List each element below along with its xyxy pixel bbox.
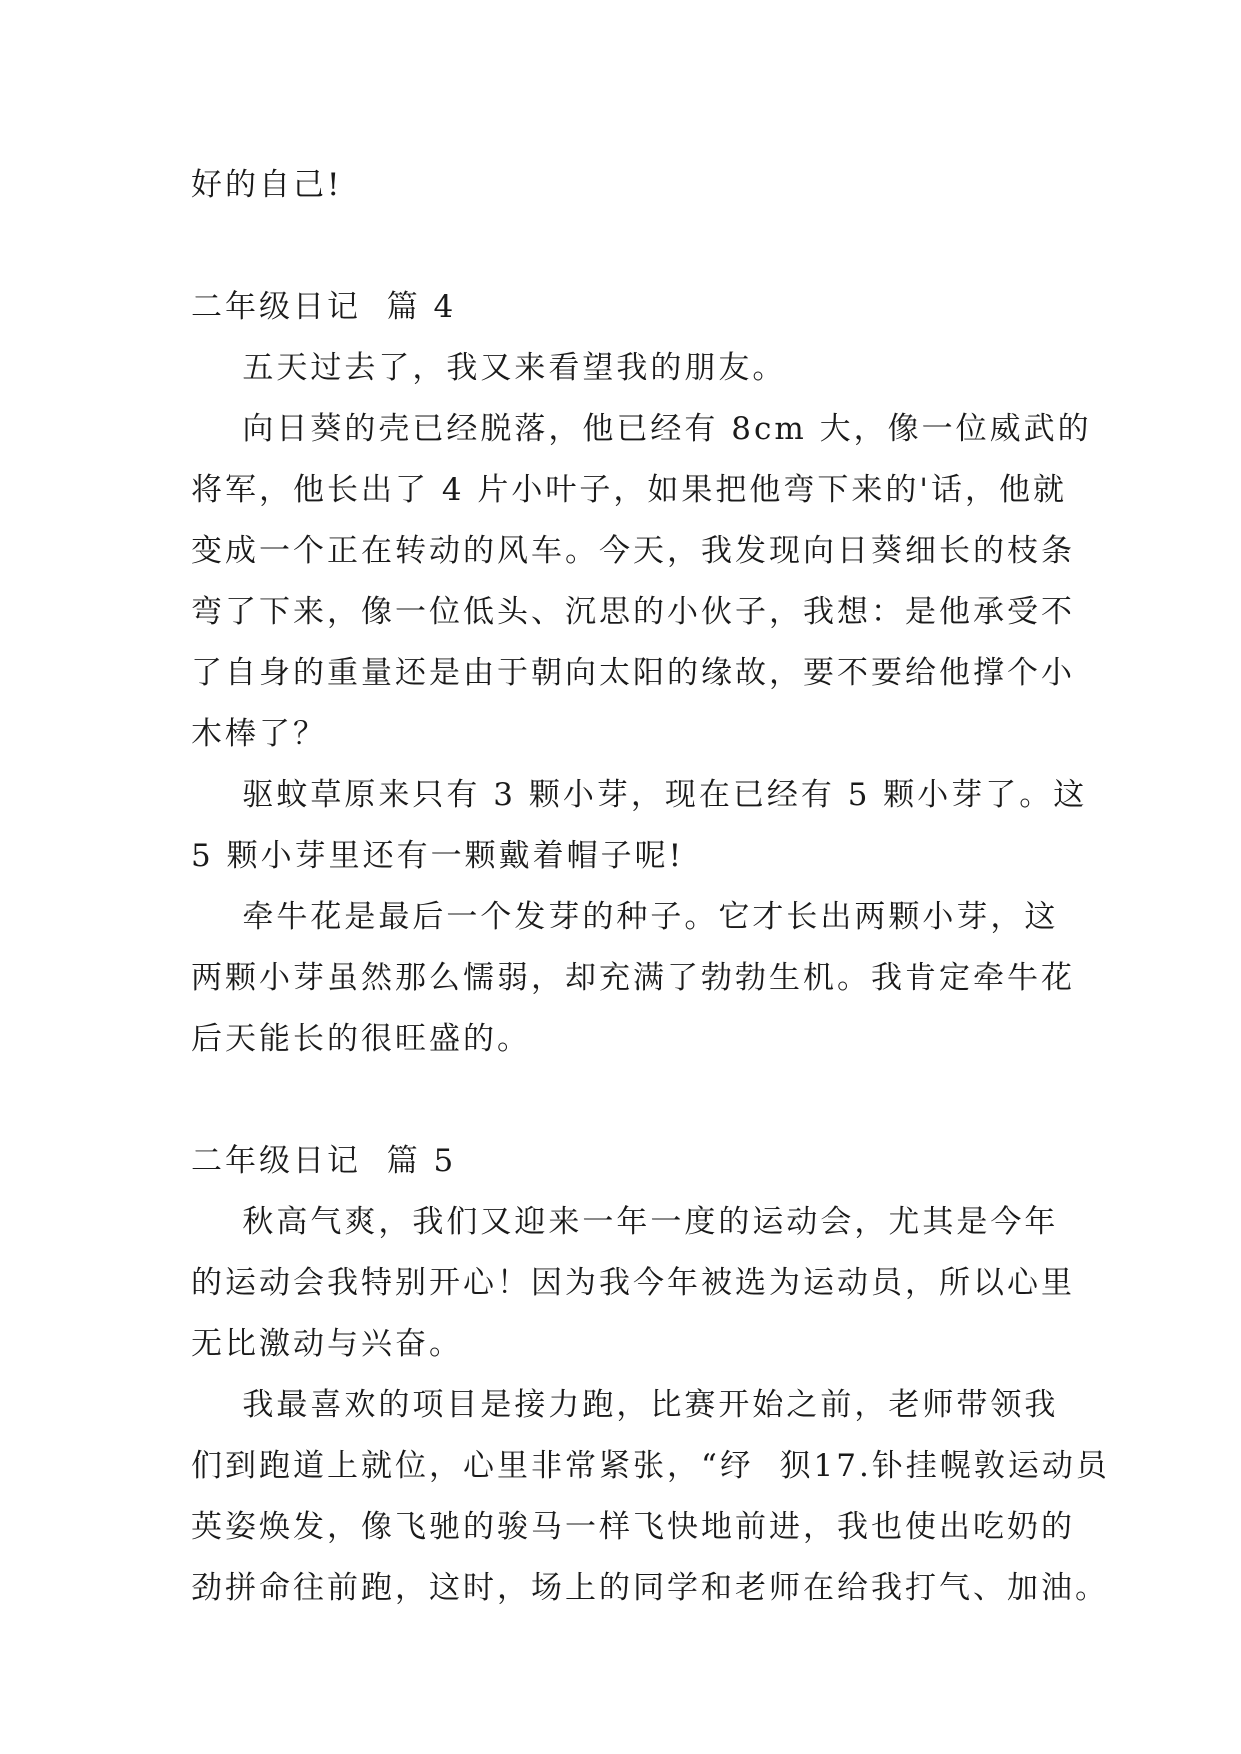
text-line: 劲拼命往前跑，这时，场上的同学和老师在给我打气、加油。 (191, 1570, 1109, 1606)
text-line: 五天过去了，我又来看望我的朋友。 (191, 350, 787, 386)
text-line: 无比激动与兴奋。 (191, 1326, 463, 1362)
section-heading-4: 二年级日记 篇 4 (191, 289, 457, 325)
text-line: 将军，他长出了 4 片小叶子，如果把他弯下来的'话，他就 (191, 472, 1067, 508)
text-line: 5 颗小芽里还有一颗戴着帽子呢! (191, 838, 685, 874)
text-line: 向日葵的壳已经脱落，他已经有 8cm 大，像一位威武的 (191, 411, 1092, 447)
text-line: 我最喜欢的项目是接力跑，比赛开始之前，老师带领我 (191, 1387, 1059, 1423)
paragraph-gap (191, 216, 1051, 277)
text-line: 们到跑道上就位，心里非常紧张，“纾 狈17.钋挂幌敦运动员 (191, 1448, 1110, 1484)
text-line: 后天能长的很旺盛的。 (191, 1021, 531, 1057)
text-line: 变成一个正在转动的风车。今天，我发现向日葵细长的枝条 (191, 533, 1075, 569)
text-line: 英姿焕发，像飞驰的骏马一样飞快地前进，我也使出吃奶的 (191, 1509, 1075, 1545)
text-line: 了自身的重量还是由于朝向太阳的缘故，要不要给他撑个小 (191, 655, 1075, 691)
section-heading-5: 二年级日记 篇 5 (191, 1143, 457, 1179)
text-line: 驱蚊草原来只有 3 颗小芽，现在已经有 5 颗小芽了。这 (191, 777, 1088, 813)
paragraph-gap (191, 1070, 1051, 1131)
text-line: 两颗小芽虽然那么懦弱，却充满了勃勃生机。我肯定牵牛花 (191, 960, 1075, 996)
text-line: 秋高气爽，我们又迎来一年一度的运动会，尤其是今年 (191, 1204, 1059, 1240)
text-line: 好的自己! (191, 167, 343, 203)
text-line: 的运动会我特别开心！因为我今年被选为运动员，所以心里 (191, 1265, 1075, 1301)
text-line: 弯了下来，像一位低头、沉思的小伙子，我想：是他承受不 (191, 594, 1075, 630)
text-line: 牵牛花是最后一个发芽的种子。它才长出两颗小芽，这 (191, 899, 1059, 935)
document-body (191, 155, 1110, 1619)
text-line: 木棒了？ (191, 716, 327, 752)
